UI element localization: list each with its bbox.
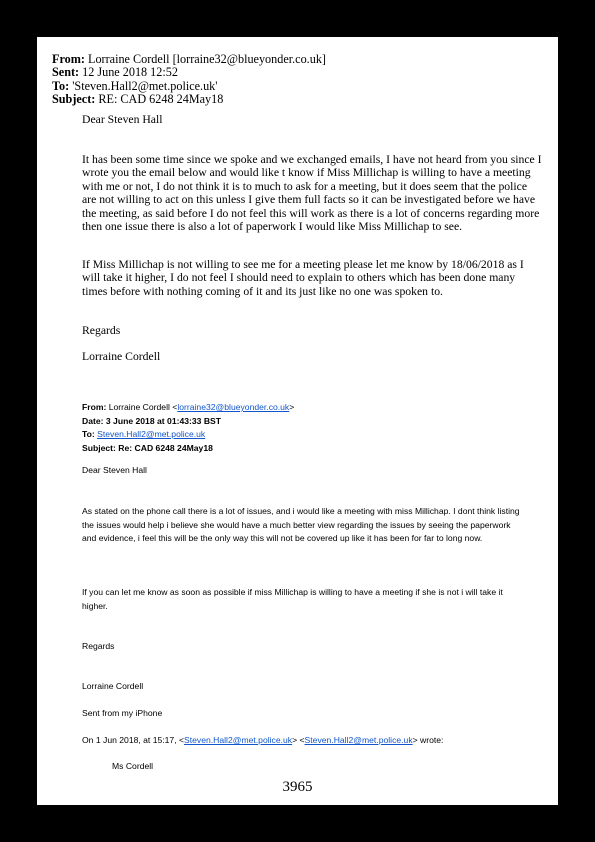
paragraph-2: If Miss Millichap is not willing to see me for a meeting please let me know by 18/06/2018 as I will take it higher, I do not feel I should need to explain to others which has been done many times before with nothing coming of it and its just like no one was spoken to.: [82, 258, 524, 298]
from-value: Lorraine Cordell [lorraine32@blueyonder.co.uk]: [88, 52, 326, 66]
fwd-signature: Lorraine Cordell: [82, 681, 144, 691]
fwd-date-label: Date:: [82, 415, 104, 426]
fwd-date-value: 3 June 2018 at 01:43:33 BST: [105, 415, 222, 426]
fwd-subject-label: Subject:: [82, 442, 116, 453]
subject-line: [52, 93, 326, 106]
fwd-from-email-link[interactable]: lorraine32@blueyonder.co.uk: [177, 402, 290, 412]
to-value: 'Steven.Hall2@met.police.uk': [72, 78, 218, 93]
paragraph-1: It has been some time since we spoke and we exchanged emails, I have not heard from you since I wrote you the email below and would like t know if Miss Millichap is willing to have a meeting with me or not, I do not think it is to much to ask for a meeting, but it does seem that the police are not willing to act on this unless I give them full facts so it can be investigated before we have the meeting, as said before I do not feel this will work as there is a lot of concerns regarding more then one issue there is also a lot of paperwork I would like Miss Millichap to see.: [82, 153, 542, 234]
quote-prefix: On 1 Jun 2018, at 15:17, <: [82, 735, 185, 745]
fwd-greeting: Dear Steven Hall: [82, 465, 147, 475]
sent-from-iphone: Sent from my iPhone: [82, 708, 163, 718]
subject-label: Subject:: [52, 92, 96, 107]
fwd-from-label: From:: [82, 402, 107, 412]
from-label: From:: [52, 52, 85, 66]
fwd-to-email-link[interactable]: Steven.Hall2@met.police.uk: [97, 429, 206, 440]
fwd-regards: Regards: [82, 641, 115, 651]
fwd-to-label: To:: [82, 429, 95, 440]
fwd-paragraph-1: As stated on the phone call there is a lot of issues, and i would like a meeting with miss Millichap. I dont think listing the issues would help i believe she would have a much better view regarding the issues by seeing the paperwork and evidence, i feel this will be the only way this will not be covered up like it has been for far to long now.: [82, 506, 520, 544]
forwarded-header: [82, 401, 522, 455]
fwd-to-line: [82, 428, 522, 442]
page-number: 3965: [282, 779, 313, 795]
fwd-subject-value: Re: CAD 6248 24May18: [118, 442, 213, 453]
to-label: To:: [52, 78, 70, 93]
to-line: [52, 80, 326, 93]
sent-label: Sent:: [52, 65, 80, 80]
fwd-subject-line: [82, 442, 522, 456]
quote-email-link-1[interactable]: Steven.Hall2@met.police.uk: [184, 735, 293, 745]
fwd-from-name: Lorraine Cordell <: [108, 402, 178, 412]
sent-value: 12 June 2018 12:52: [82, 65, 178, 80]
fwd-from-line: [82, 401, 522, 415]
subject-value: RE: CAD 6248 24May18: [98, 92, 224, 107]
quote-attribution: [82, 734, 542, 748]
from-line: [52, 53, 326, 66]
quote-email-link-2[interactable]: Steven.Hall2@met.police.uk: [304, 735, 413, 745]
fwd-from-close: >: [289, 402, 295, 412]
quote-suffix: > wrote:: [412, 735, 444, 745]
quoted-greeting: Ms Cordell: [112, 761, 154, 771]
regards: Regards: [82, 324, 121, 337]
signature: Lorraine Cordell: [82, 350, 161, 363]
email-header: [52, 53, 326, 107]
document-page: [37, 37, 558, 805]
greeting: Dear Steven Hall: [82, 113, 163, 126]
quote-mid: > <: [292, 735, 305, 745]
sent-line: [52, 66, 326, 79]
fwd-date-line: [82, 415, 522, 429]
fwd-paragraph-2: If you can let me know as soon as possible if miss Millichap is willing to have a meeting if she is not i will take it higher.: [82, 587, 503, 611]
